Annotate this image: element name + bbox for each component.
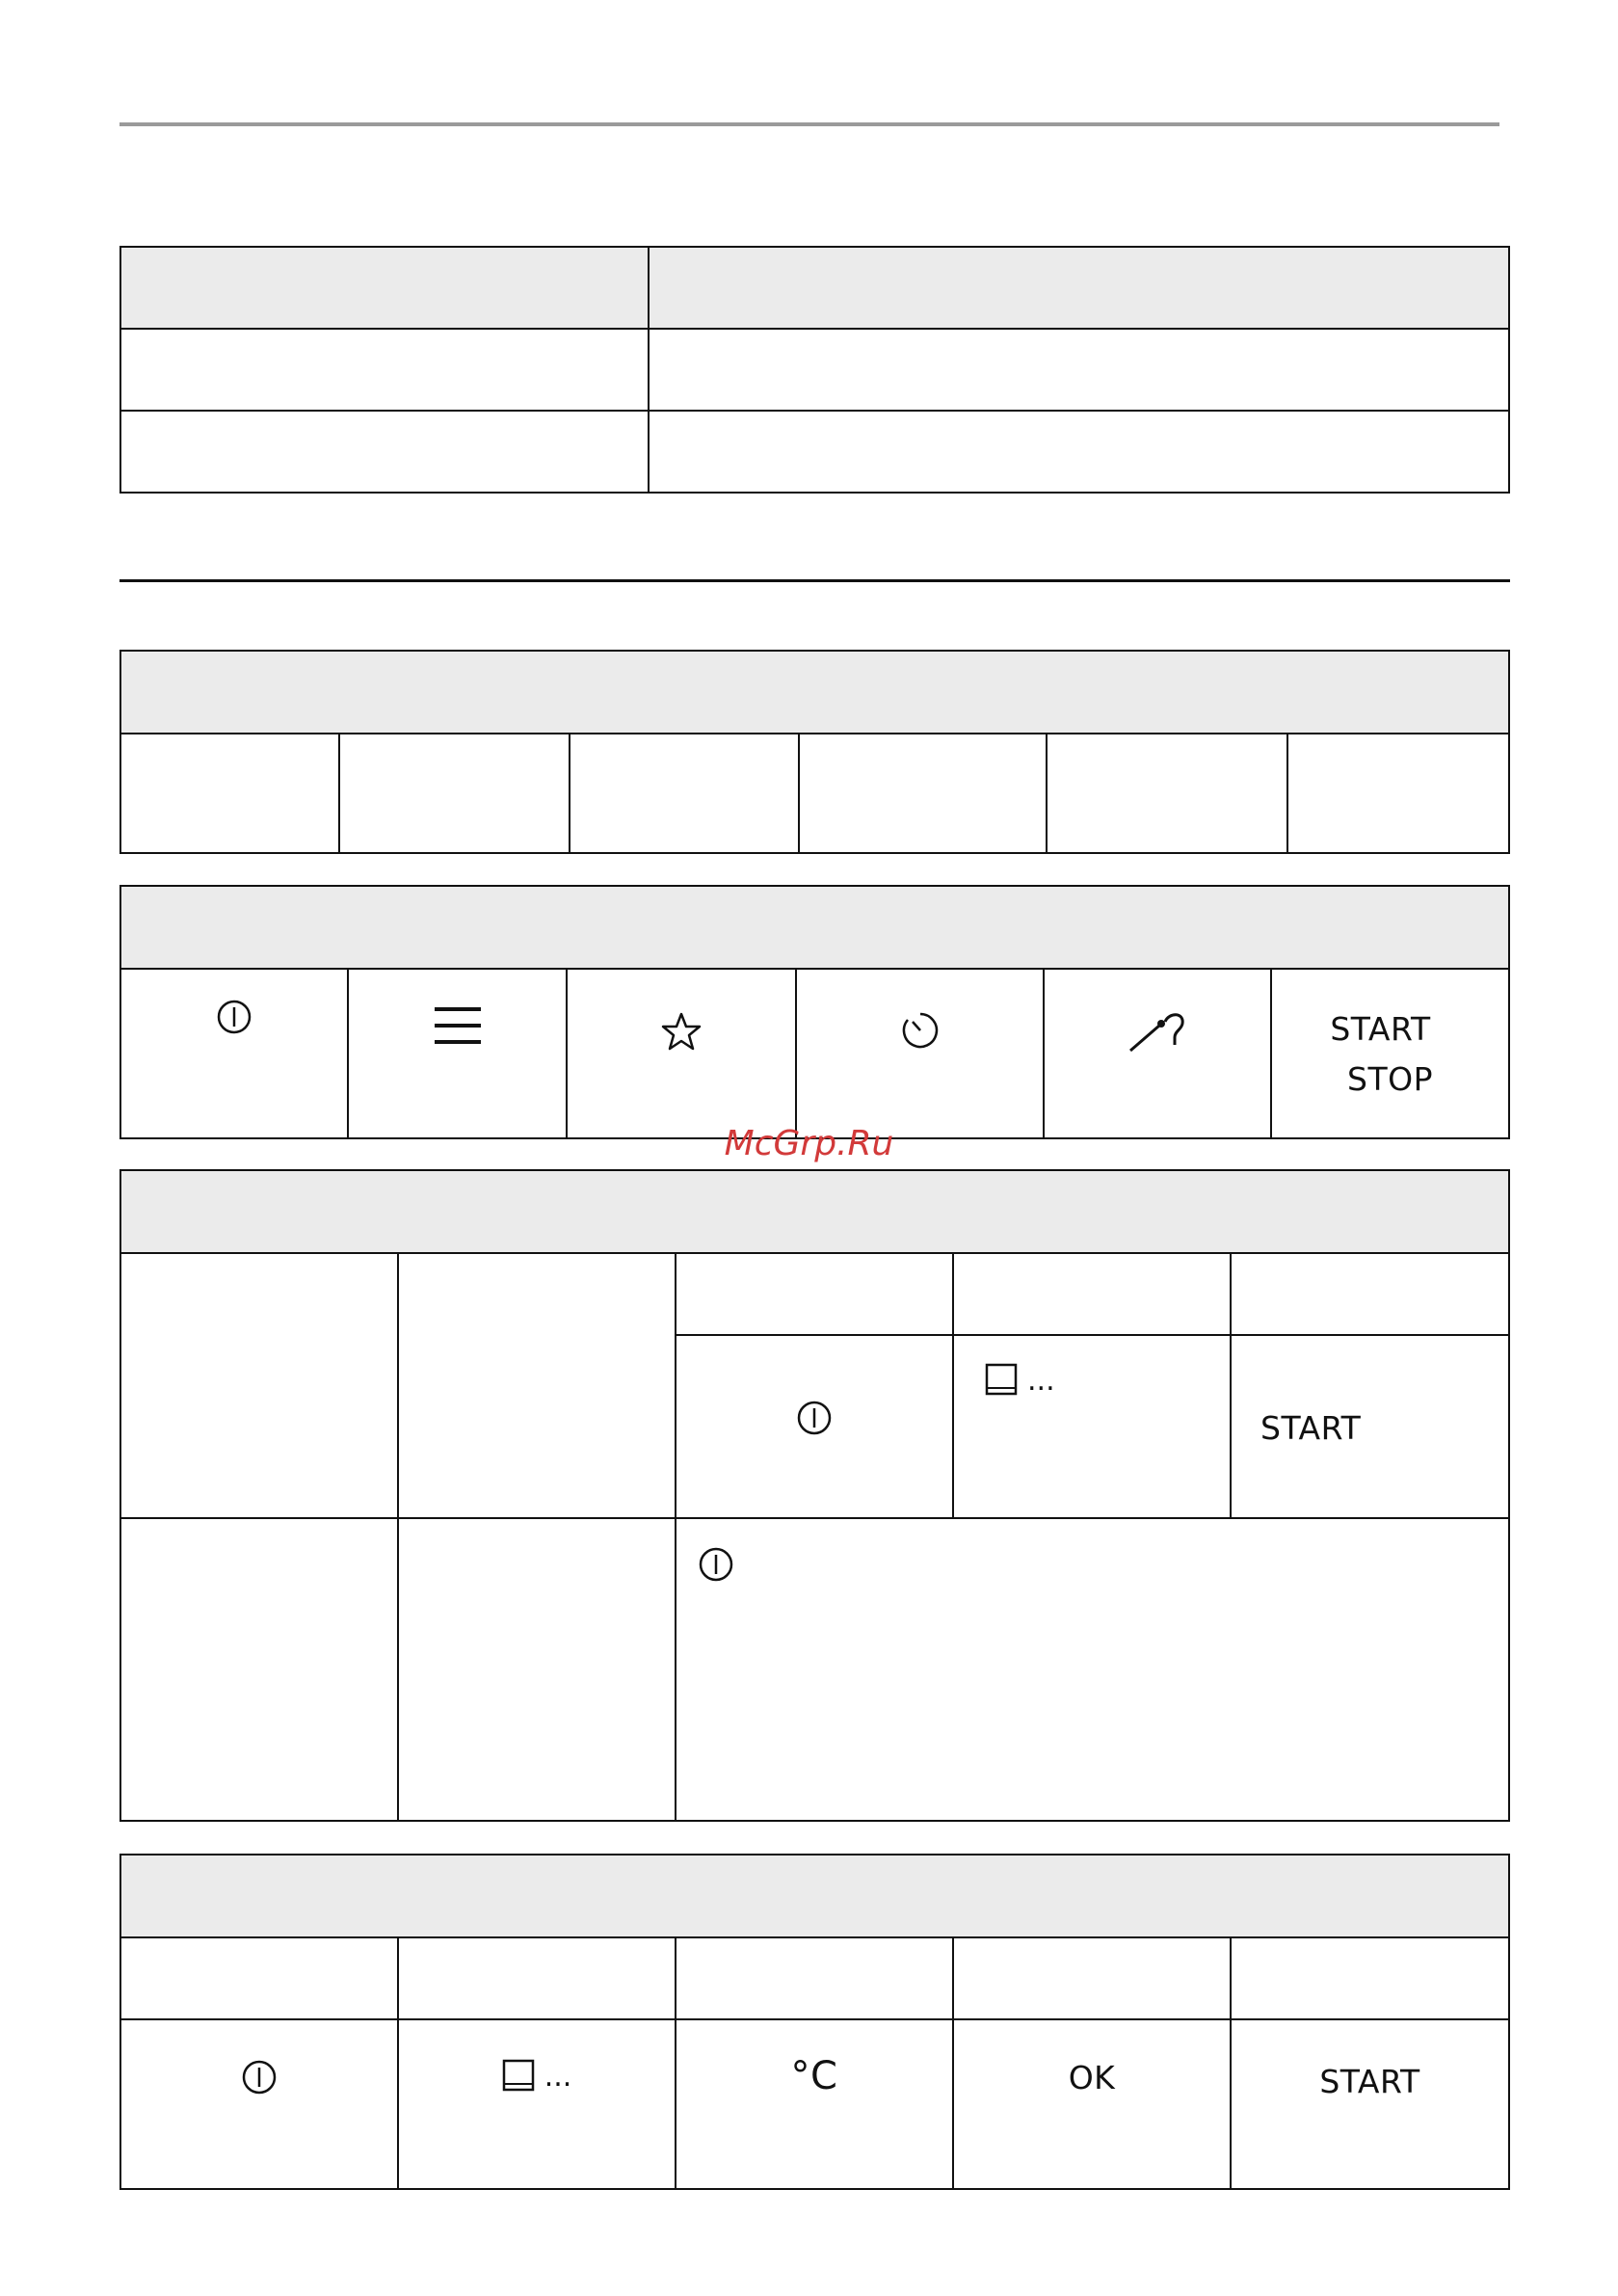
header-cell-1 bbox=[120, 247, 649, 329]
start-button[interactable]: START bbox=[1260, 1409, 1362, 1447]
oven-icon[interactable] bbox=[502, 2059, 535, 2096]
controls-row bbox=[120, 969, 1509, 1138]
start-button[interactable]: START bbox=[1319, 2063, 1420, 2100]
info-table-header bbox=[120, 247, 1509, 329]
table-row bbox=[120, 329, 1509, 411]
header-cell-2 bbox=[649, 247, 1509, 329]
start-stop-cell bbox=[1271, 969, 1509, 1138]
top-rule bbox=[119, 122, 1499, 126]
power-icon[interactable] bbox=[216, 999, 252, 1039]
controls-table-header bbox=[120, 886, 1509, 969]
settings-table-header bbox=[120, 1855, 1509, 1937]
favourite-cell bbox=[567, 969, 796, 1138]
probe-cell bbox=[1044, 969, 1271, 1138]
oven-icon[interactable] bbox=[985, 1363, 1018, 1400]
more-indicator: ... bbox=[544, 2060, 572, 2094]
ok-button[interactable]: OK bbox=[1068, 2059, 1116, 2096]
temperature-button[interactable]: °C bbox=[790, 2054, 838, 2098]
power-icon[interactable] bbox=[241, 2059, 278, 2099]
table-row bbox=[120, 1937, 1509, 2019]
operation-table bbox=[119, 1169, 1510, 1822]
power-cell bbox=[120, 969, 348, 1138]
table-row bbox=[120, 1518, 1509, 1821]
display-table bbox=[119, 650, 1510, 854]
stop-button[interactable]: STOP bbox=[1347, 1060, 1433, 1098]
table-row bbox=[120, 1253, 1509, 1335]
section-rule bbox=[119, 579, 1510, 582]
watermark: McGrp.Ru bbox=[724, 1124, 894, 1163]
timer-cell bbox=[796, 969, 1044, 1138]
menu-icon[interactable] bbox=[435, 1006, 481, 1049]
table-row bbox=[120, 411, 1509, 493]
meat-probe-icon[interactable] bbox=[1127, 1010, 1188, 1058]
power-icon[interactable] bbox=[796, 1400, 833, 1440]
power-icon[interactable] bbox=[698, 1546, 734, 1587]
operation-table-header bbox=[120, 1170, 1509, 1253]
timer-icon[interactable] bbox=[900, 1010, 941, 1055]
display-table-header bbox=[120, 651, 1509, 734]
info-table bbox=[119, 246, 1510, 494]
start-button[interactable]: START bbox=[1330, 1010, 1431, 1048]
star-icon[interactable] bbox=[661, 1012, 702, 1055]
controls-table bbox=[119, 885, 1510, 1139]
menu-cell bbox=[348, 969, 567, 1138]
table-row bbox=[120, 2019, 1509, 2189]
table-row bbox=[120, 734, 1509, 853]
more-indicator: ... bbox=[1027, 1364, 1055, 1398]
settings-table bbox=[119, 1854, 1510, 2190]
